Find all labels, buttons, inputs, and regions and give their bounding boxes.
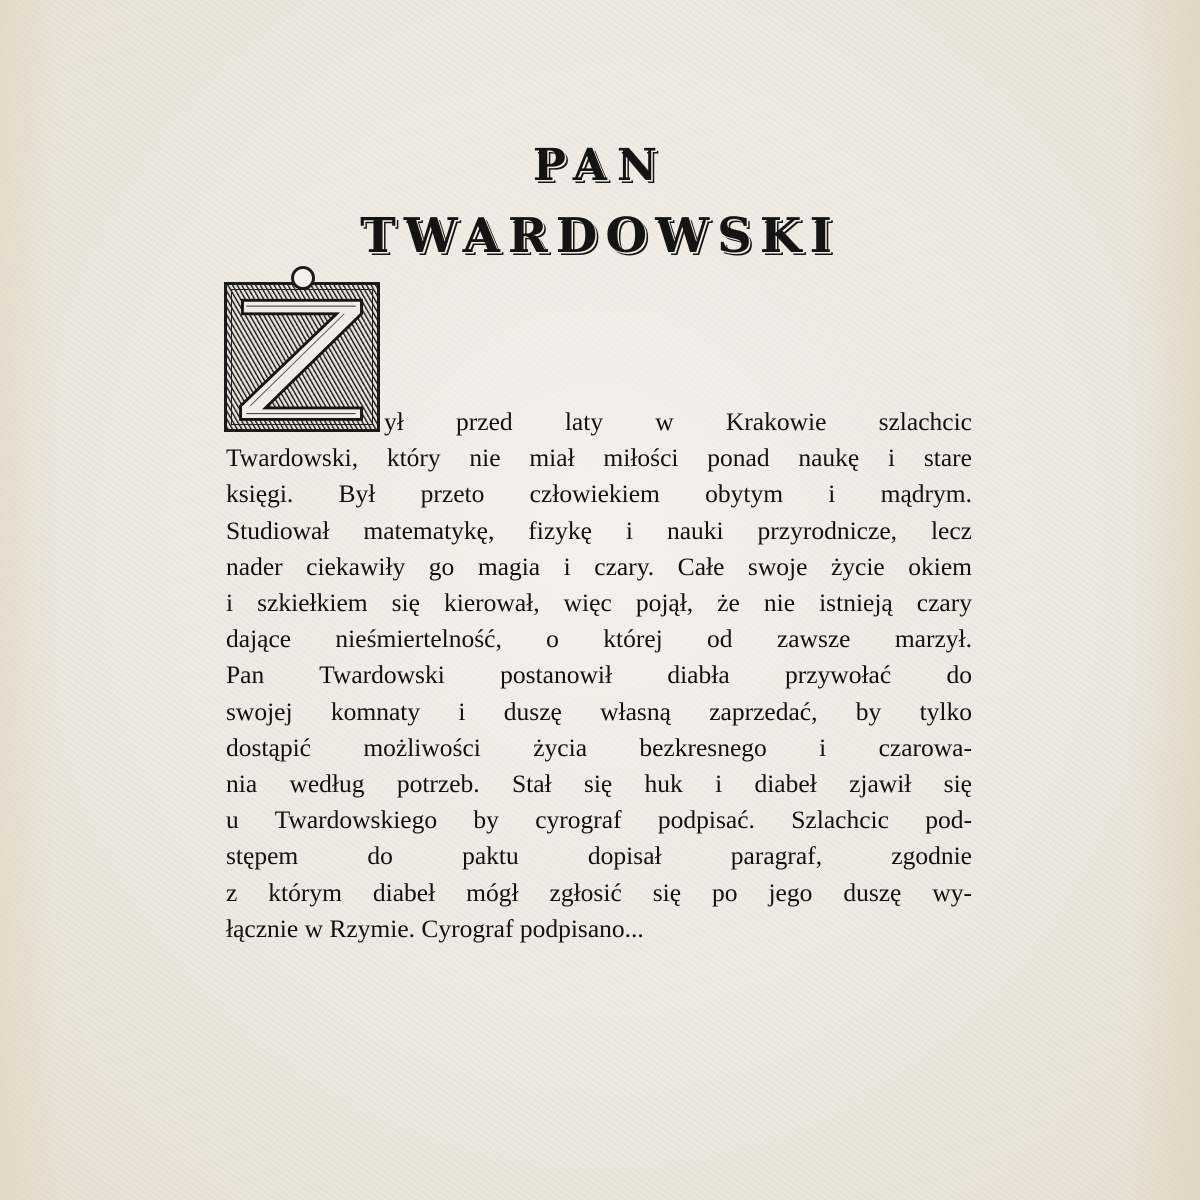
story-paragraph <box>226 404 972 947</box>
text-line: dające nieśmiertelność, o której od zawsze marzył. <box>226 624 972 654</box>
text-line: księgi. Był przeto człowiekiem obytym i mądrym. <box>226 479 972 509</box>
text-line: Twardowski, który nie miał miłości ponad naukę i stare <box>226 443 972 473</box>
text-line: nader ciekawiły go magia i czary. Całe swoje życie okiem <box>226 551 972 581</box>
dropcap-ring-ornament <box>291 266 315 290</box>
title-line-1: PAN <box>532 140 668 191</box>
text-line: dostąpić możliwości życia bezkresnego i czarowa- <box>226 732 972 762</box>
text-line: nia według potrzeb. Stał się huk i diabeł zjawił się <box>226 769 972 799</box>
text-line: ył przed laty w Krakowie szlachcic <box>384 407 972 436</box>
title-line-2: TWARDOWSKI <box>360 208 840 264</box>
text-line: łącznie w Rzymie. Cyrograf podpisano... <box>226 913 644 943</box>
text-line: i szkiełkiem się kierował, więc pojął, że nie istnieją czary <box>226 588 972 618</box>
text-line: z którym diabeł mógł zgłosić się po jego duszę wy- <box>226 877 972 907</box>
text-line: Studiował matematykę, fizykę i nauki przyrodnicze, lecz <box>226 515 972 545</box>
text-line: u Twardowskiego by cyrograf podpisać. Szlachcic pod- <box>226 805 972 835</box>
text-line: stępem do paktu dopisał paragraf, zgodnie <box>226 841 972 871</box>
text-line: swojej komnaty i duszę własną zaprzedać, by tylko <box>226 696 972 726</box>
text-line: Pan Twardowski postanowił diabła przywołać do <box>226 660 972 690</box>
